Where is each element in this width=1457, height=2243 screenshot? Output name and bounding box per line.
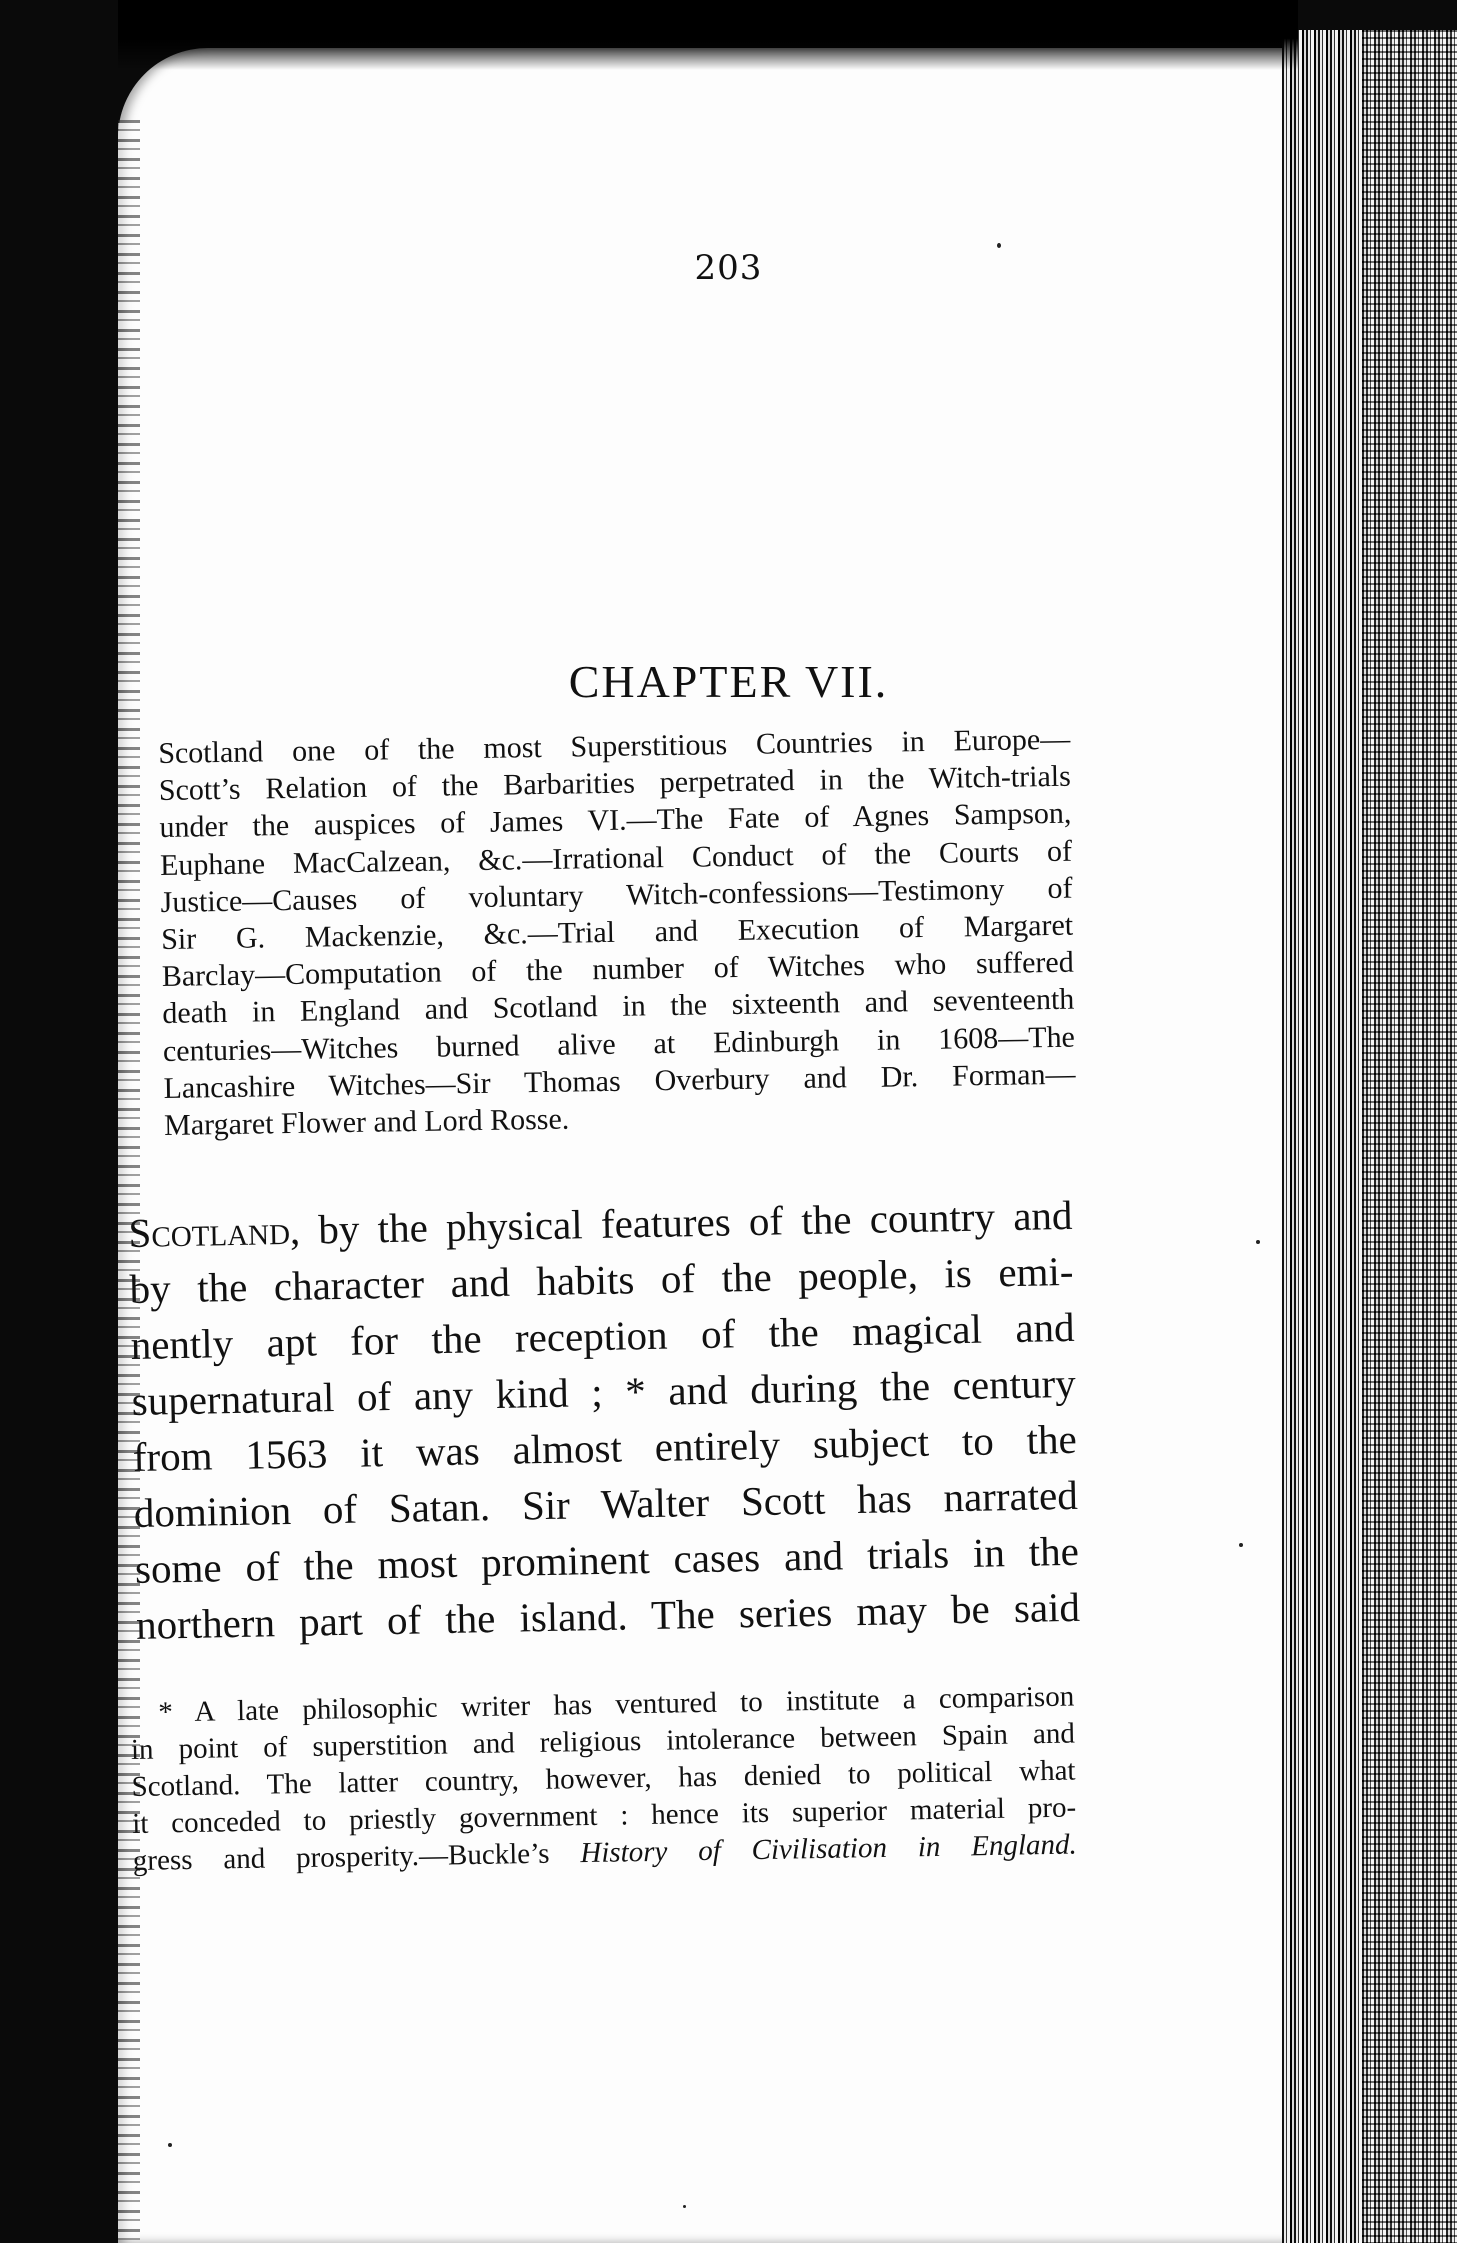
body-paragraph (128, 1187, 1080, 1653)
book-page (118, 48, 1298, 2243)
footnote-line: * A late philosophic writer has ventured to institute a comparison (158, 1680, 1075, 1729)
summary-line: Barclay—Computation of the number of Witches who suffered (161, 945, 1074, 994)
footnote (130, 1679, 1077, 1880)
body-line: nently apt for the reception of the magical and (130, 1303, 1075, 1368)
footnote-citation-prefix: gress and prosperity.—Buckle’s (132, 1837, 581, 1877)
book-page-stack (1282, 30, 1457, 2243)
body-line: from 1563 it was almost entirely subject to the (132, 1415, 1078, 1480)
ink-speck (683, 2205, 686, 2208)
summary-line: Justice—Causes of voluntary Witch-confessions—Testimony of (160, 871, 1073, 919)
footnote-book-title: History of Civilisation in England. (580, 1828, 1078, 1870)
body-line: dominion of Satan. Sir Walter Scott has narrated (133, 1471, 1079, 1536)
ink-speck (168, 2143, 172, 2147)
summary-line: Scott’s Relation of the Barbarities perpetrated in the Witch-trials (158, 759, 1072, 808)
ink-speck (1256, 1240, 1260, 1244)
body-line: by the character and habits of the people, is emi- (129, 1247, 1074, 1312)
body-first-word-rest: cotland (150, 1206, 291, 1256)
summary-line: Margaret Flower and Lord Rosse. (163, 1102, 570, 1142)
summary-line: death in England and Scotland in the sixteenth and seventeenth (162, 983, 1075, 1031)
body-line: northern part of the island. The series may be said (135, 1583, 1081, 1648)
footnote-line: Scotland. The latter country, however, has denied to political what (131, 1754, 1076, 1803)
top-shadow (118, 0, 1298, 70)
footnote-line: in point of superstition and religious intolerance between Spain and (130, 1717, 1076, 1766)
summary-line: Scotland one of the most Superstitious Countries in Europe— (158, 722, 1071, 770)
chapter-summary (158, 721, 1076, 1145)
summary-line: Sir G. Mackenzie, &c.—Trial and Execution of Margaret (160, 908, 1074, 956)
footnote-line: it conceded to priestly government : hence its superior material pro- (131, 1791, 1077, 1840)
ink-speck (1239, 1543, 1243, 1547)
body-first-word-initial: S (128, 1209, 152, 1256)
body-line: supernatural of any kind ; * and during the century (131, 1359, 1077, 1424)
body-line: some of the most prominent cases and trials in the (134, 1527, 1080, 1592)
chapter-heading: CHAPTER VII. (568, 656, 889, 707)
summary-line: centuries—Witches burned alive at Edinburgh in 1608—The (162, 1020, 1076, 1068)
summary-line: Euphane MacCalzean, &c.—Irrational Conduct of the Courts of (159, 834, 1073, 882)
page-left-edge (118, 120, 140, 2240)
body-first-line-rest: , by the physical features of the country and (289, 1191, 1073, 1253)
summary-line: Lancashire Witches—Sir Thomas Overbury and Dr. Forman— (163, 1057, 1076, 1105)
page-number: 203 (694, 248, 763, 288)
summary-line: under the auspices of James VI.—The Fate of Agnes Sampson, (159, 797, 1072, 845)
